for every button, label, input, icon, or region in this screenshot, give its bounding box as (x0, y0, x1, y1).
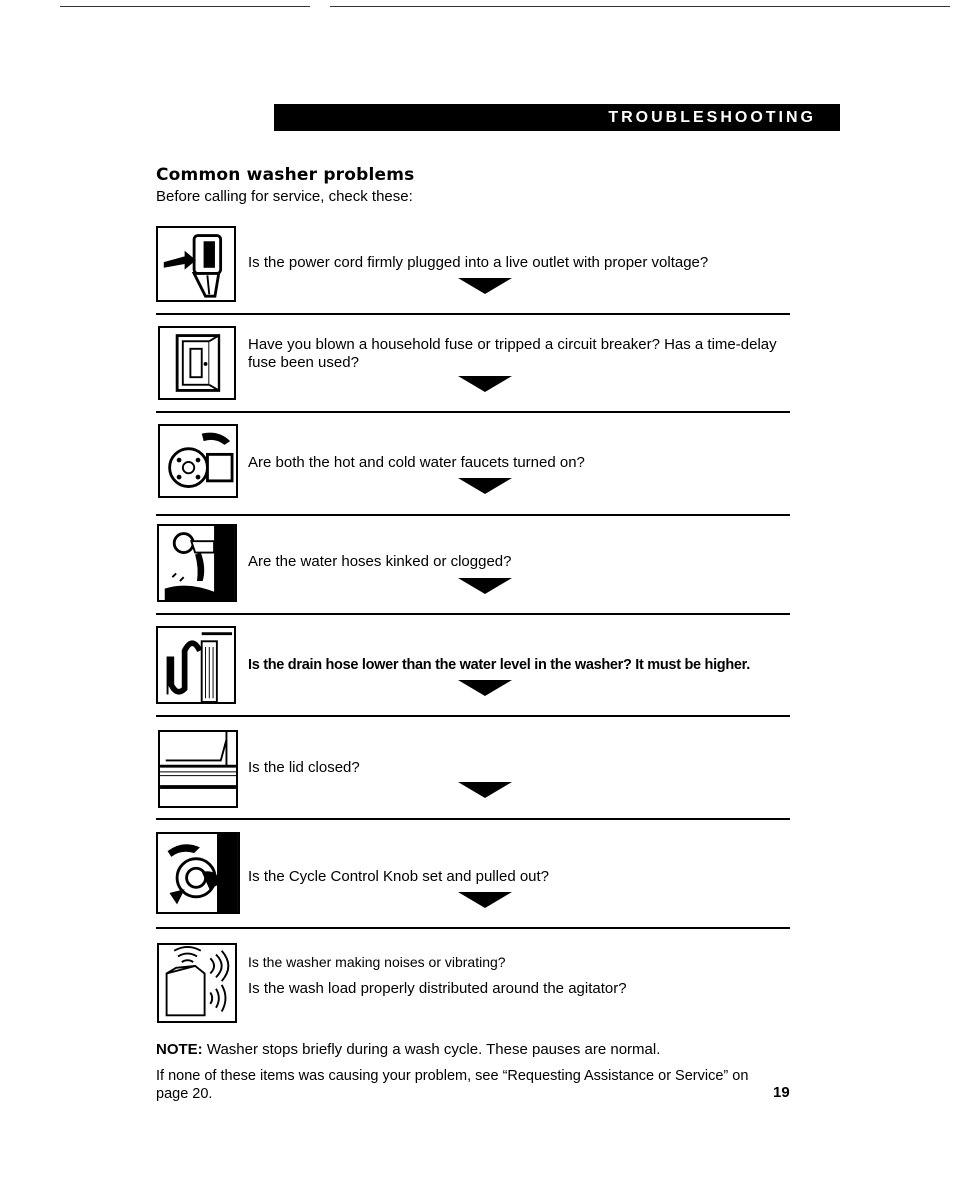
page-title: Common washer problems (156, 165, 415, 185)
fuse-box-icon (158, 326, 236, 400)
down-arrow-icon (458, 782, 512, 798)
check-question: Are both the hot and cold water faucets turned on? (248, 454, 585, 471)
section-banner: TROUBLESHOOTING (274, 104, 840, 131)
vibrating-washer-icon (157, 943, 237, 1023)
down-arrow-icon (458, 578, 512, 594)
check-question: Is the washer making noises or vibrating? (248, 954, 506, 970)
water-hose-icon (157, 524, 237, 602)
intro-text: Before calling for service, check these: (156, 188, 413, 205)
divider (156, 411, 790, 413)
page-number: 19 (773, 1084, 790, 1101)
note-label: NOTE: (156, 1041, 203, 1058)
washer-lid-icon (158, 730, 238, 808)
check-question: Is the drain hose lower than the water level in the washer? It must be higher. (248, 657, 750, 673)
divider (156, 818, 790, 820)
down-arrow-icon (458, 376, 512, 392)
cycle-control-knob-icon (156, 832, 240, 914)
divider (156, 715, 790, 717)
note-text: Washer stops briefly during a wash cycle. These pauses are normal. (206, 1041, 661, 1058)
divider (156, 313, 790, 315)
check-question: Is the Cycle Control Knob set and pulled out? (248, 868, 550, 885)
note (156, 1041, 660, 1058)
drain-hose-icon (156, 626, 236, 704)
down-arrow-icon (458, 478, 512, 494)
check-question: Is the lid closed? (248, 759, 360, 776)
divider (156, 927, 790, 929)
water-faucet-icon (158, 424, 238, 498)
power-plug-icon (156, 226, 236, 302)
check-question: Is the wash load properly distributed around the agitator? (248, 980, 627, 997)
check-question: Are the water hoses kinked or clogged? (248, 553, 512, 570)
divider (156, 613, 790, 615)
top-border-line (330, 6, 950, 7)
top-border-line (60, 6, 310, 7)
down-arrow-icon (458, 680, 512, 696)
check-question: Is the power cord firmly plugged into a live outlet with proper voltage? (248, 254, 709, 271)
down-arrow-icon (458, 278, 512, 294)
footer-text: If none of these items was causing your problem, see “Requesting Assistance or Service” on page 20. (156, 1068, 749, 1102)
check-question: Have you blown a household fuse or tripped a circuit breaker? Has a time-delay fuse been used? (248, 336, 777, 371)
divider (156, 514, 790, 516)
down-arrow-icon (458, 892, 512, 908)
